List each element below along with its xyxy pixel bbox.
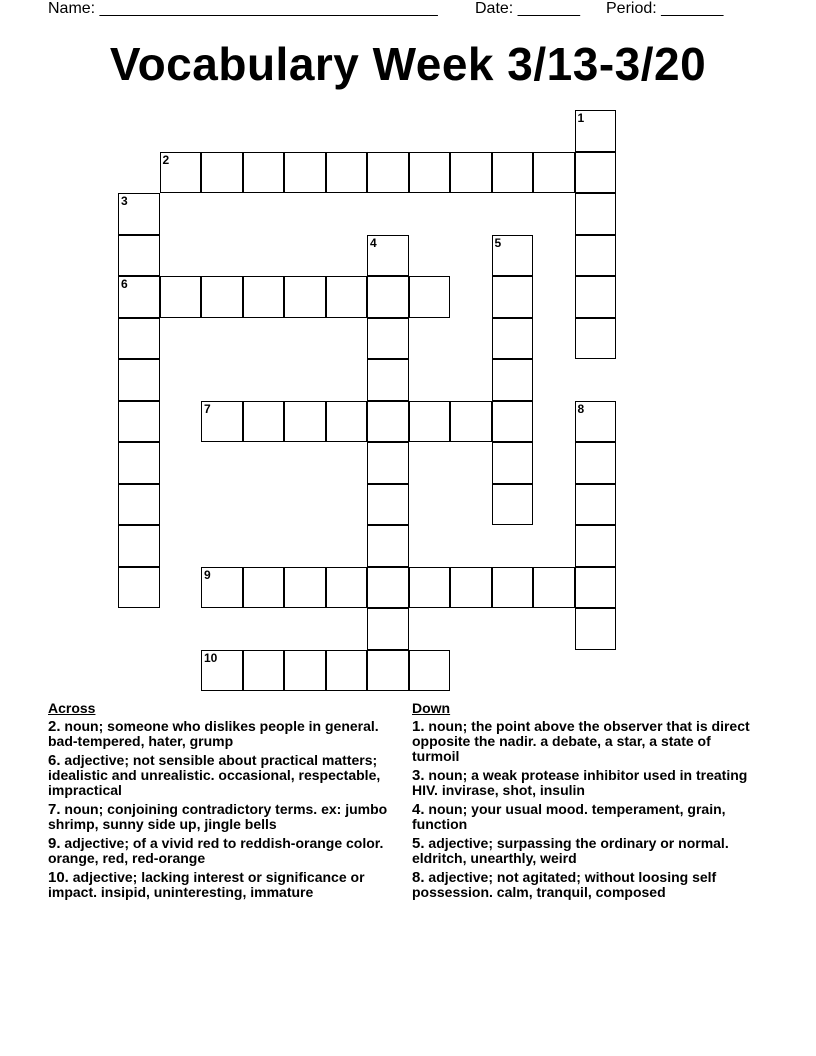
grid-cell[interactable] — [201, 276, 243, 318]
grid-cell[interactable] — [326, 650, 368, 692]
grid-cell[interactable] — [118, 318, 160, 360]
clue-down-1: 1. noun; the point above the observer that is direct opposite the nadir. a debate, a star, a state of turmoil — [412, 718, 750, 764]
grid-cell[interactable] — [367, 608, 409, 650]
clue-number: 2 — [162, 152, 170, 167]
period-field[interactable]: Period: _______ — [606, 0, 724, 17]
clue-across-10: 10. adjective; lacking interest or significance or impact. insipid, uninteresting, immature — [48, 869, 365, 900]
grid-cell[interactable] — [118, 401, 160, 443]
grid-cell[interactable] — [575, 193, 617, 235]
grid-cell[interactable] — [367, 484, 409, 526]
grid-cell[interactable] — [367, 152, 409, 194]
grid-cell[interactable] — [118, 525, 160, 567]
grid-cell[interactable] — [492, 276, 534, 318]
clue-number: 3 — [121, 194, 128, 208]
grid-cell[interactable] — [533, 567, 575, 609]
grid-cell[interactable] — [492, 401, 534, 443]
grid-cell[interactable] — [575, 401, 617, 443]
grid-cell[interactable] — [118, 567, 160, 609]
grid-cell[interactable] — [367, 276, 409, 318]
grid-cell[interactable] — [575, 276, 617, 318]
grid-cell[interactable] — [243, 276, 285, 318]
clue-number: 6 — [121, 277, 128, 291]
grid-cell[interactable] — [160, 152, 202, 194]
grid-cell[interactable] — [326, 567, 368, 609]
grid-cell[interactable] — [201, 567, 243, 609]
grid-cell[interactable] — [160, 276, 202, 318]
grid-cell[interactable] — [118, 193, 160, 235]
grid-cell[interactable] — [409, 401, 451, 443]
clue-down-8: 8. adjective; not agitated; without loosing self possession. calm, tranquil, composed — [412, 869, 717, 900]
grid-cell[interactable] — [492, 318, 534, 360]
grid-cell[interactable] — [367, 401, 409, 443]
grid-cell[interactable] — [575, 608, 617, 650]
grid-cell[interactable] — [284, 567, 326, 609]
grid-cell[interactable] — [326, 152, 368, 194]
grid-cell[interactable] — [492, 442, 534, 484]
grid-cell[interactable] — [118, 484, 160, 526]
grid-cell[interactable] — [575, 318, 617, 360]
grid-cell[interactable] — [326, 401, 368, 443]
grid-cell[interactable] — [326, 276, 368, 318]
grid-cell[interactable] — [118, 276, 160, 318]
grid-cell[interactable] — [367, 318, 409, 360]
grid-cell[interactable] — [450, 152, 492, 194]
grid-cell[interactable] — [367, 650, 409, 692]
grid-cell[interactable] — [575, 484, 617, 526]
grid-cell[interactable] — [201, 650, 243, 692]
grid-cell[interactable] — [243, 401, 285, 443]
grid-cell[interactable] — [575, 235, 617, 277]
clue-number: 9 — [204, 567, 211, 582]
across-heading: Across — [48, 700, 96, 716]
clue-number: 5 — [494, 235, 502, 250]
clue-number: 1 — [577, 111, 585, 125]
clue-across-2: 2. noun; someone who dislikes people in general. bad-tempered, hater, grump — [48, 718, 379, 749]
grid-cell[interactable] — [450, 401, 492, 443]
clue-number: 7 — [204, 401, 211, 416]
grid-cell[interactable] — [367, 235, 409, 277]
grid-cell[interactable] — [284, 152, 326, 194]
grid-cell[interactable] — [284, 276, 326, 318]
clue-across-7: 7. noun; conjoining contradictory terms. ex: jumbo shrimp, sunny side up, jingle bells — [48, 801, 388, 832]
grid-cell[interactable] — [284, 650, 326, 692]
across-clues — [48, 700, 398, 904]
grid-cell[interactable] — [118, 442, 160, 484]
grid-cell[interactable] — [243, 650, 285, 692]
grid-cell[interactable] — [575, 567, 617, 609]
grid-cell[interactable] — [492, 152, 534, 194]
grid-cell[interactable] — [492, 359, 534, 401]
grid-cell[interactable] — [118, 359, 160, 401]
grid-cell[interactable] — [575, 525, 617, 567]
grid-cell[interactable] — [409, 650, 451, 692]
page-title: Vocabulary Week 3/13-3/20 — [109, 38, 707, 90]
grid-cell[interactable] — [492, 567, 534, 609]
down-heading: Down — [412, 700, 451, 716]
grid-cell[interactable] — [409, 567, 451, 609]
clue-number: 4 — [370, 235, 377, 250]
grid-cell[interactable] — [367, 567, 409, 609]
clue-across-9: 9. adjective; of a vivid red to reddish-orange color. orange, red, red-orange — [48, 835, 384, 866]
grid-cell[interactable] — [367, 525, 409, 567]
header-row — [48, 0, 748, 22]
grid-cell[interactable] — [284, 401, 326, 443]
grid-cell[interactable] — [492, 484, 534, 526]
grid-cell[interactable] — [409, 276, 451, 318]
grid-cell[interactable] — [243, 152, 285, 194]
grid-cell[interactable] — [533, 152, 575, 194]
grid-cell[interactable] — [575, 442, 617, 484]
clue-down-3: 3. noun; a weak protease inhibitor used in treating HIV. invirase, shot, insulin — [412, 767, 748, 798]
date-field[interactable]: Date: _______ — [475, 0, 580, 17]
down-clues — [412, 700, 762, 904]
grid-cell[interactable] — [575, 110, 617, 152]
grid-cell[interactable] — [201, 152, 243, 194]
grid-cell[interactable] — [367, 442, 409, 484]
grid-cell[interactable] — [118, 235, 160, 277]
clue-down-4: 4. noun; your usual mood. temperament, grain, function — [412, 801, 726, 832]
grid-cell[interactable] — [367, 359, 409, 401]
grid-cell[interactable] — [201, 401, 243, 443]
clue-down-5: 5. adjective; surpassing the ordinary or normal. eldritch, unearthly, weird — [412, 835, 729, 866]
grid-cell[interactable] — [450, 567, 492, 609]
clue-number: 10 — [204, 650, 218, 665]
grid-cell[interactable] — [575, 152, 617, 194]
clue-across-6: 6. adjective; not sensible about practical matters; idealistic and unrealistic. occasional, respectable, impractical — [48, 752, 381, 798]
grid-cell[interactable] — [492, 235, 534, 277]
grid-cell[interactable] — [243, 567, 285, 609]
clue-number: 8 — [577, 401, 585, 416]
grid-cell[interactable] — [409, 152, 451, 194]
name-field[interactable]: Name: ______________________________________ — [48, 0, 438, 17]
